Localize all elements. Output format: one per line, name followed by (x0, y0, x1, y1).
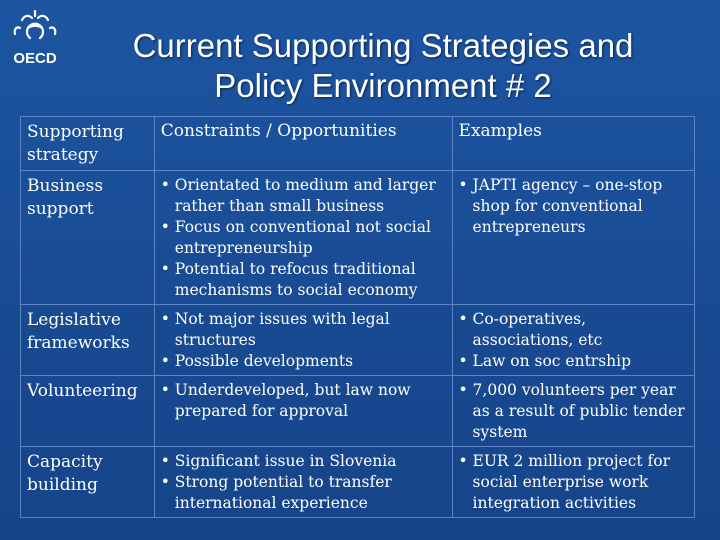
strategy-table (20, 116, 695, 518)
constraints-cell (154, 305, 452, 376)
strategy-cell: Legislative frameworks (21, 305, 155, 376)
table-row (21, 447, 695, 518)
list-item: • Co-operatives, associations, etc (459, 309, 688, 351)
strategy-cell: Capacity building (21, 447, 155, 518)
table-row (21, 305, 695, 376)
constraints-cell (154, 171, 452, 305)
constraints-list (161, 380, 446, 422)
examples-cell (452, 447, 694, 518)
examples-cell (452, 376, 694, 447)
title-line-1: Current Supporting Strategies and (132, 27, 634, 64)
header-examples: Examples (452, 117, 694, 171)
strategy-cell: Business support (21, 171, 155, 305)
list-item: • JAPTI agency – one-stop shop for conventional entrepreneurs (459, 175, 688, 238)
examples-list (459, 175, 688, 238)
svg-text:OECD: OECD (13, 50, 57, 66)
list-item: • EUR 2 million project for social enterprise work integration activities (459, 451, 688, 514)
constraints-list (161, 451, 446, 514)
examples-list (459, 380, 688, 443)
strategy-cell: Volunteering (21, 376, 155, 447)
list-item: • Significant issue in Slovenia (161, 451, 446, 472)
header-supporting-strategy: Supporting strategy (21, 117, 155, 171)
examples-list (459, 309, 688, 372)
page-title (78, 26, 688, 106)
oecd-logo-icon (6, 8, 64, 66)
list-item: • Strong potential to transfer international experience (161, 472, 446, 514)
list-item: • 7,000 volunteers per year as a result of public tender system (459, 380, 688, 443)
list-item: • Underdeveloped, but law now prepared for approval (161, 380, 446, 422)
list-item: • Not major issues with legal structures (161, 309, 446, 351)
list-item: • Focus on conventional not social entrepreneurship (161, 217, 446, 259)
title-line-2: Policy Environment # 2 (214, 67, 552, 104)
constraints-list (161, 309, 446, 372)
header-constraints: Constraints / Opportunities (154, 117, 452, 171)
table-row (21, 376, 695, 447)
table-header-row (21, 117, 695, 171)
examples-cell (452, 305, 694, 376)
list-item: • Orientated to medium and larger rather than small business (161, 175, 446, 217)
constraints-list (161, 175, 446, 301)
list-item: • Potential to refocus traditional mechanisms to social economy (161, 259, 446, 301)
table-row (21, 171, 695, 305)
constraints-cell (154, 376, 452, 447)
examples-cell (452, 171, 694, 305)
examples-list (459, 451, 688, 514)
constraints-cell (154, 447, 452, 518)
list-item: • Law on soc entrship (459, 351, 688, 372)
list-item: • Possible developments (161, 351, 446, 372)
